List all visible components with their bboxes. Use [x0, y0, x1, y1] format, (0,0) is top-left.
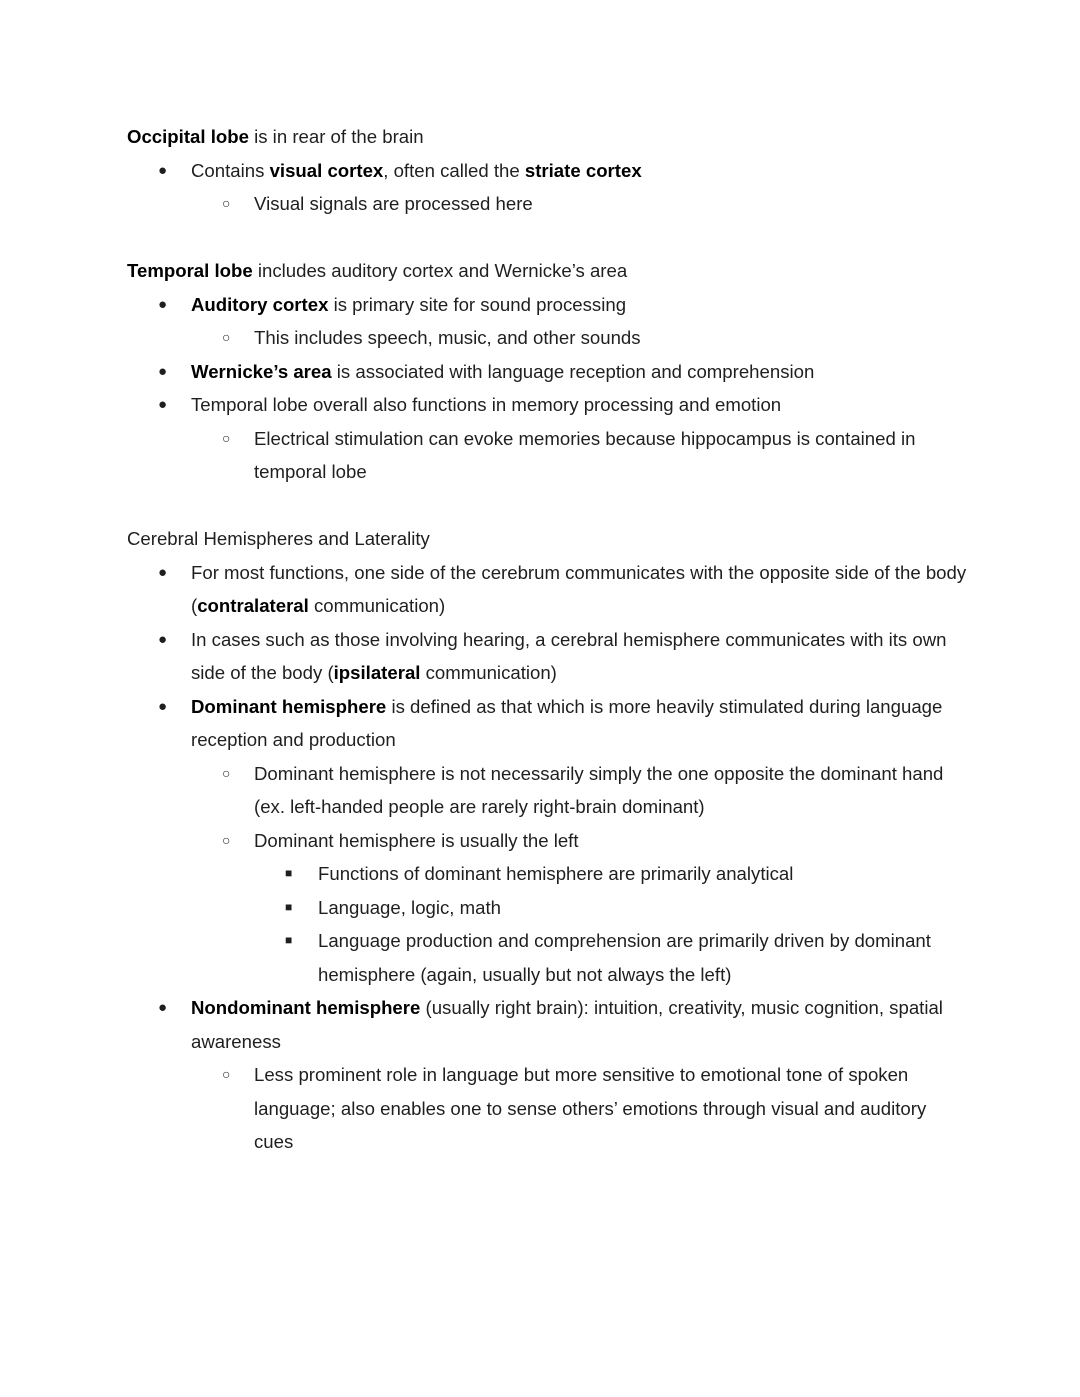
list-item: [127, 288, 967, 322]
item-bold: striate cortex: [524, 159, 642, 181]
circle-bullet-icon: ○: [222, 429, 231, 446]
circle-bullet-icon: ○: [222, 195, 231, 211]
list-item: [127, 154, 967, 188]
temporal-heading-rest: includes auditory cortex and Wernicke’s area: [252, 260, 628, 281]
list-item: [127, 321, 967, 355]
item-text: is associated with language reception and comprehension: [331, 360, 815, 382]
circle-bullet-icon: ○: [222, 329, 231, 345]
bullet-icon: ●: [158, 161, 168, 179]
square-bullet-icon: ■: [285, 899, 293, 914]
item-text: , often called the: [383, 159, 525, 181]
list-item: [127, 924, 967, 991]
list-item: [127, 690, 967, 757]
hemispheres-section: [127, 522, 967, 1159]
square-bullet-icon: ■: [285, 933, 293, 947]
item-text: Less prominent role in language but more sensitive to emotional tone of spoken language; also enables one to sense others’ emotions through visual and auditory cues: [254, 1064, 927, 1152]
bullet-icon: ●: [158, 295, 168, 313]
item-text: Dominant hemisphere is usually the left: [254, 829, 579, 851]
item-text: Dominant hemisphere is not necessarily simply the one opposite the dominant hand (ex. left-handed people are rarely right-brain dominant): [254, 762, 944, 817]
temporal-heading: [127, 254, 967, 288]
bullet-icon: ●: [158, 630, 168, 648]
list-item: [127, 891, 967, 925]
list-item: [127, 824, 967, 858]
item-bold: ipsilateral: [333, 662, 421, 683]
notes-document: [127, 120, 967, 1159]
list-item: [127, 623, 967, 690]
circle-bullet-icon: ○: [222, 831, 231, 848]
list-item: [127, 1058, 967, 1159]
item-text: is defined as that which is more heavily stimulated during language reception and production: [191, 695, 943, 750]
occipital-section: [127, 120, 967, 221]
list-item: [127, 422, 967, 489]
item-text: (usually right brain): intuition, creativity, music cognition, spatial awareness: [191, 997, 943, 1052]
temporal-section: [127, 254, 967, 489]
item-text: Temporal lobe overall also functions in memory processing and emotion: [191, 394, 782, 415]
item-text: For most functions, one side of the cerebrum communicates with the opposite side of the body (: [191, 561, 967, 616]
temporal-heading-bold: Temporal lobe: [127, 260, 253, 281]
list-item: [127, 857, 967, 891]
list-item: [127, 355, 967, 389]
square-bullet-icon: ■: [285, 866, 293, 880]
item-text: Language production and comprehension are primarily driven by dominant hemisphere (again, usually but not always the left): [318, 930, 931, 985]
bullet-icon: ●: [158, 563, 168, 581]
item-text: Functions of dominant hemisphere are primarily analytical: [318, 863, 794, 884]
bullet-icon: ●: [158, 697, 168, 715]
item-text: This includes speech, music, and other sounds: [254, 327, 641, 348]
item-text: Electrical stimulation can evoke memories because hippocampus is contained in temporal lobe: [254, 427, 916, 482]
occipital-heading-rest: is in rear of the brain: [248, 126, 424, 147]
list-item: [127, 991, 967, 1058]
circle-bullet-icon: ○: [222, 764, 231, 781]
item-text: communication): [420, 662, 557, 683]
list-item: [127, 556, 967, 623]
item-bold: Auditory cortex: [191, 293, 329, 315]
item-bold: Wernicke’s area: [191, 360, 332, 382]
circle-bullet-icon: ○: [222, 1066, 231, 1082]
item-text: Visual signals are processed here: [254, 193, 533, 214]
item-text: is primary site for sound processing: [328, 293, 627, 315]
occipital-heading: [127, 120, 967, 154]
bullet-icon: ●: [158, 999, 168, 1016]
list-item: [127, 388, 967, 422]
item-text: In cases such as those involving hearing, a cerebral hemisphere communicates with its own side of the body (: [191, 628, 947, 683]
item-bold: visual cortex: [269, 159, 384, 181]
list-item: [127, 187, 967, 221]
item-bold: contralateral: [197, 595, 309, 616]
bullet-icon: ●: [158, 362, 168, 380]
occipital-heading-bold: Occipital lobe: [127, 126, 249, 147]
item-bold: Dominant hemisphere: [191, 695, 387, 717]
item-text: Language, logic, math: [318, 896, 501, 918]
item-text: Contains: [191, 159, 270, 181]
list-item: [127, 757, 967, 824]
hemispheres-heading: Cerebral Hemispheres and Laterality: [127, 528, 430, 549]
bullet-icon: ●: [158, 396, 168, 413]
item-bold: Nondominant hemisphere: [191, 997, 421, 1018]
item-text: communication): [308, 595, 446, 616]
